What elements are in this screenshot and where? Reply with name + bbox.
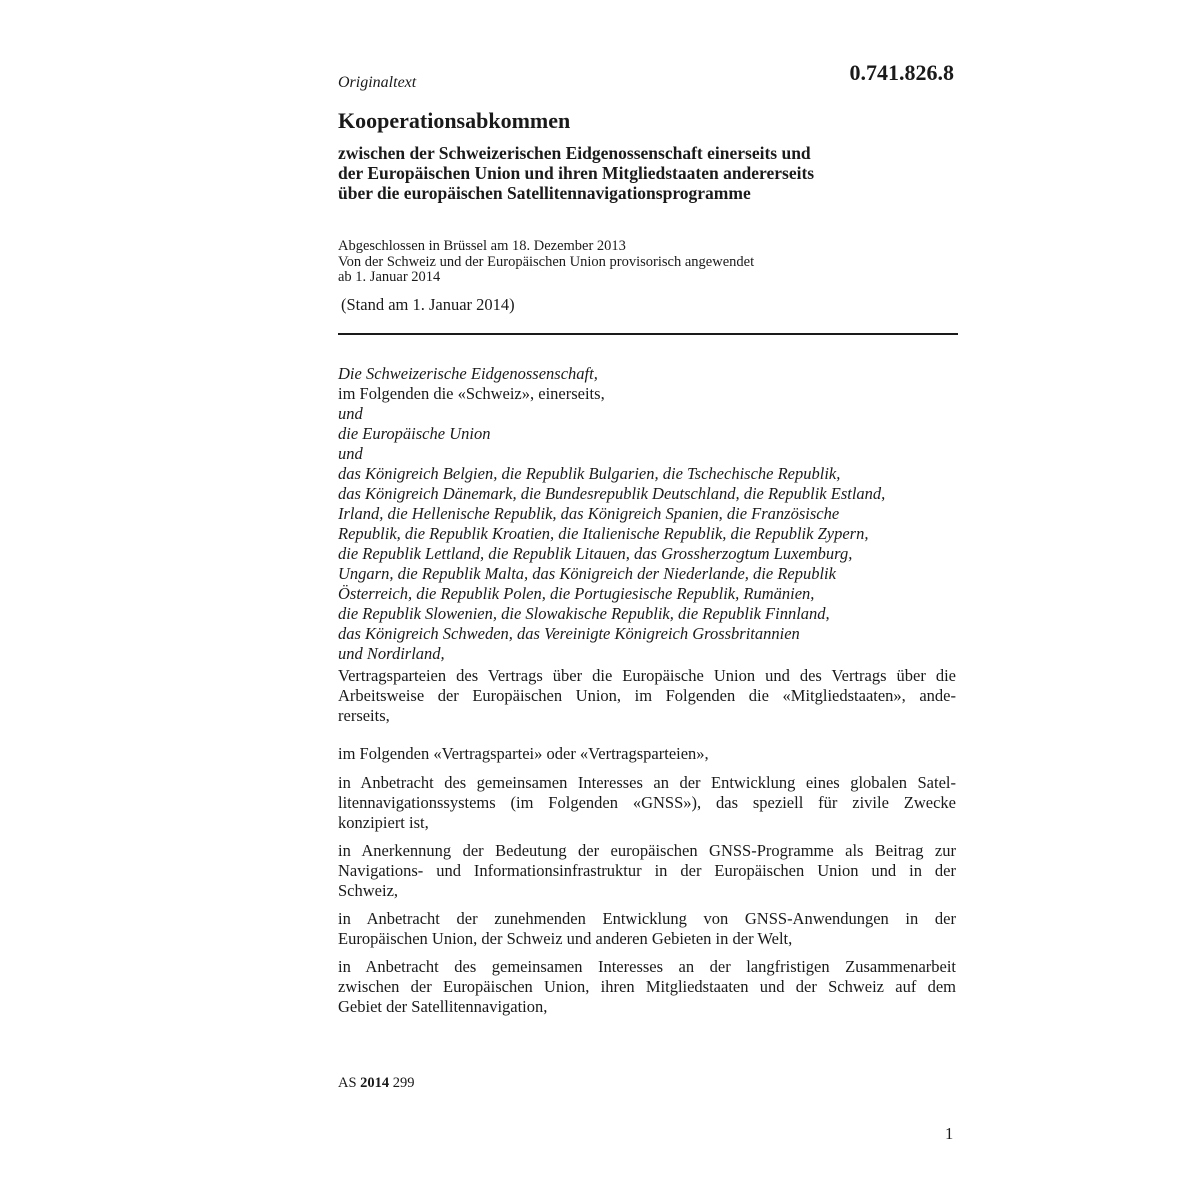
header-divider xyxy=(338,333,958,335)
member-state-line: die Republik Slowenien, die Slowakische Republik, die Republik Finnland, xyxy=(338,604,830,623)
paragraph-line: litennavigationssystems (im Folgenden «GNSS»), das speziell für zivile Zwecke xyxy=(338,793,956,812)
recital-3 xyxy=(338,909,956,949)
meta-line: Abgeschlossen in Brüssel am 18. Dezember 2013 xyxy=(338,238,626,254)
member-state-line: und Nordirland, xyxy=(338,644,445,663)
subtitle-line: der Europäischen Union und ihren Mitgliedstaaten andererseits xyxy=(338,163,815,183)
recital-1 xyxy=(338,773,956,833)
party-switzerland-definition: im Folgenden die «Schweiz», einerseits, xyxy=(338,384,605,403)
meta-line: Von der Schweiz und der Europäischen Union provisorisch angewendet xyxy=(338,253,755,270)
member-state-line: Irland, die Hellenische Republik, das Königreich Spanien, die Französische xyxy=(338,504,840,523)
paragraph-line: Europäischen Union, der Schweiz und anderen Gebieten in der Welt, xyxy=(338,929,793,948)
as-prefix: AS xyxy=(338,1075,357,1091)
member-state-line: das Königreich Belgien, die Republik Bulgarien, die Tschechische Republik, xyxy=(338,464,841,483)
recital-4 xyxy=(338,957,956,1017)
paragraph-line: zwischen der Europäischen Union, ihren Mitgliedstaaten und der Schweiz auf dem xyxy=(338,977,956,996)
paragraph-line: Arbeitsweise der Europäischen Union, im Folgenden die «Mitgliedstaaten», ande- xyxy=(338,686,956,705)
conclusion-metadata xyxy=(338,239,754,286)
member-state-line: Republik, die Republik Kroatien, die Italienische Republik, die Republik Zypern, xyxy=(338,524,869,543)
member-states-definition xyxy=(338,666,956,726)
member-state-line: die Republik Lettland, die Republik Litauen, das Grossherzogtum Luxemburg, xyxy=(338,544,853,563)
paragraph-line: in Anbetracht des gemeinsamen Interesses an der langfristigen Zusammenarbeit xyxy=(338,957,956,976)
paragraph-line: in Anerkennung der Bedeutung der europäischen GNSS-Programme als Beitrag zur xyxy=(338,841,956,860)
as-year: 2014 xyxy=(360,1075,390,1091)
member-state-line: Ungarn, die Republik Malta, das Königreich der Niederlande, die Republik xyxy=(338,564,836,583)
paragraph-line: in Anbetracht der zunehmenden Entwicklung von GNSS-Anwendungen in der xyxy=(338,909,956,928)
paragraph-line: rerseits, xyxy=(338,706,390,725)
document-title: Kooperationsabkommen xyxy=(338,108,571,133)
conjunction: und xyxy=(338,444,363,463)
paragraph-line: Schweiz, xyxy=(338,881,399,900)
originaltext-label: Originaltext xyxy=(338,74,417,91)
paragraph-line: im Folgenden «Vertragspartei» oder «Vertragsparteien», xyxy=(338,744,709,763)
vertragspartei-definition xyxy=(338,744,956,764)
paragraph-line: in Anbetracht des gemeinsamen Interesses an der Entwicklung eines globalen Satel- xyxy=(338,773,956,792)
parties-block xyxy=(338,364,956,664)
member-state-line: Österreich, die Republik Polen, die Portugiesische Republik, Rumänien, xyxy=(338,584,815,603)
subtitle-line: über die europäischen Satellitennavigationsprogramme xyxy=(338,183,751,203)
paragraph-line: Vertragsparteien des Vertrags über die Europäische Union und des Vertrags über die xyxy=(338,666,956,685)
paragraph-line: Gebiet der Satellitennavigation, xyxy=(338,997,548,1016)
meta-line: ab 1. Januar 2014 xyxy=(338,269,441,285)
party-switzerland: Die Schweizerische Eidgenossenschaft, xyxy=(338,364,598,383)
member-state-line: das Königreich Dänemark, die Bundesrepublik Deutschland, die Republik Estland, xyxy=(338,484,886,503)
official-compilation-reference xyxy=(338,1075,415,1092)
stand-date: (Stand am 1. Januar 2014) xyxy=(341,295,515,314)
member-state-line: das Königreich Schweden, das Vereinigte Königreich Grossbritannien xyxy=(338,624,800,643)
as-page: 299 xyxy=(392,1075,415,1091)
sr-number: 0.741.826.8 xyxy=(849,60,954,85)
document-subtitle xyxy=(338,143,958,203)
party-eu: die Europäische Union xyxy=(338,424,491,443)
page-number: 1 xyxy=(945,1124,954,1143)
paragraph-line: Navigations- und Informationsinfrastruktur in der Europäischen Union und in der xyxy=(338,861,956,880)
paragraph-line: konzipiert ist, xyxy=(338,813,429,832)
recital-2 xyxy=(338,841,956,901)
subtitle-line: zwischen der Schweizerischen Eidgenossenschaft einerseits und xyxy=(338,143,811,163)
conjunction: und xyxy=(338,404,363,423)
